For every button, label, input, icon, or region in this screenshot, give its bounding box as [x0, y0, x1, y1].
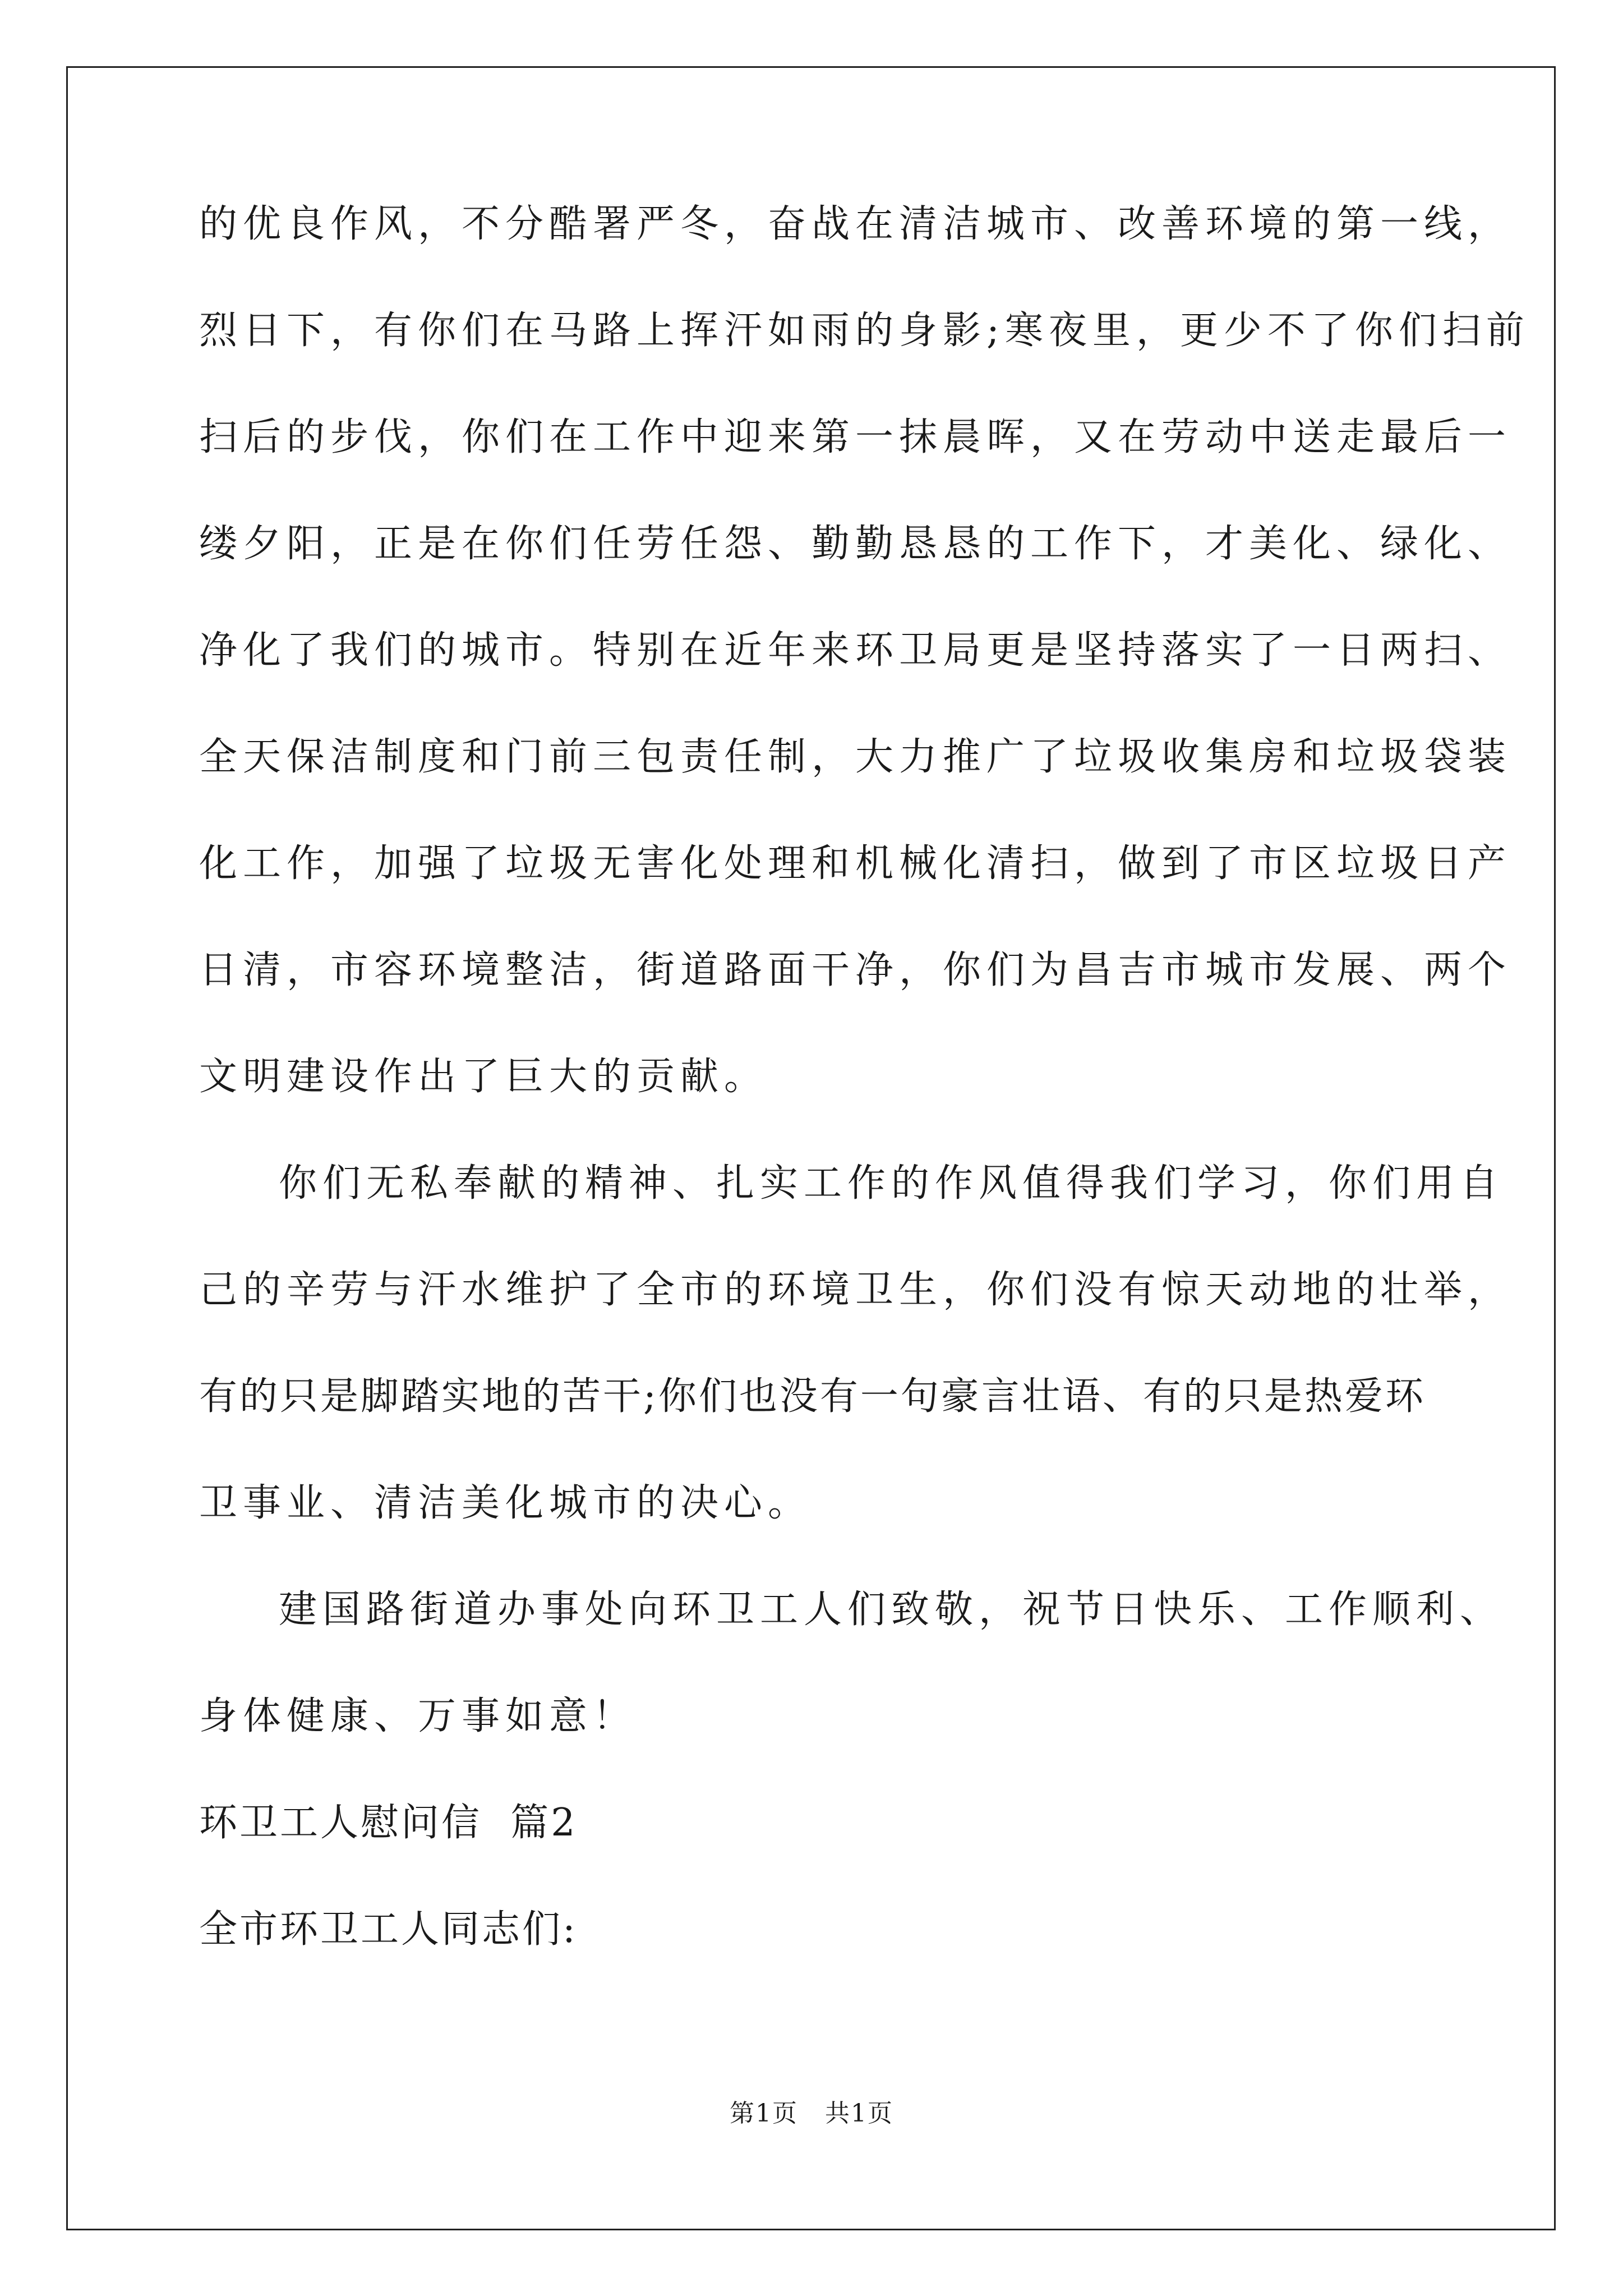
page-number: 第1页 共1页 — [730, 2099, 893, 2128]
text-line: 的优良作风，不分酷署严冬，奋战在清洁城市、改善环境的第一线， — [199, 202, 1512, 246]
text-line: 己的辛劳与汗水维护了全市的环境卫生，你们没有惊天动地的壮举， — [199, 1268, 1512, 1312]
text-line: 化工作，加强了垃圾无害化处理和机械化清扫，做到了市区垃圾日产 — [199, 841, 1512, 886]
text-line: 身体健康、万事如意！ — [199, 1694, 637, 1738]
text-line: 缕夕阳，正是在你们任劳任怨、勤勤恳恳的工作下，才美化、绿化、 — [199, 522, 1512, 566]
paragraph-first-line: 你们无私奉献的精神、扎实工作的作风值得我们学习，你们用自 — [279, 1161, 1504, 1205]
text-line: 文明建设作出了巨大的贡献。 — [199, 1055, 768, 1099]
text-line: 烈日下，有你们在马路上挥汗如雨的身影;寒夜里，更少不了你们扫前 — [199, 309, 1530, 353]
text-line: 全天保洁制度和门前三包责任制，大力推广了垃圾收集房和垃圾袋装 — [199, 735, 1512, 779]
page-footer — [0, 2097, 1623, 2131]
text-line: 日清，市容环境整洁，街道路面干净，你们为昌吉市城市发展、两个 — [199, 948, 1512, 992]
text-line: 卫事业、清洁美化城市的决心。 — [199, 1481, 812, 1525]
section-heading: 环卫工人慰问信 篇2 — [199, 1801, 578, 1845]
salutation: 全市环卫工人同志们: — [199, 1907, 578, 1952]
text-line: 有的只是脚踏实地的苦干;你们也没有一句豪言壮语、有的只是热爱环 — [199, 1374, 1426, 1419]
paragraph-first-line: 建国路街道办事处向环卫工人们致敬，祝节日快乐、工作顺利、 — [279, 1588, 1504, 1632]
text-line: 净化了我们的城市。特别在近年来环卫局更是坚持落实了一日两扫、 — [199, 628, 1512, 673]
text-line: 扫后的步伐，你们在工作中迎来第一抹晨晖，又在劳动中送走最后一 — [199, 415, 1512, 459]
